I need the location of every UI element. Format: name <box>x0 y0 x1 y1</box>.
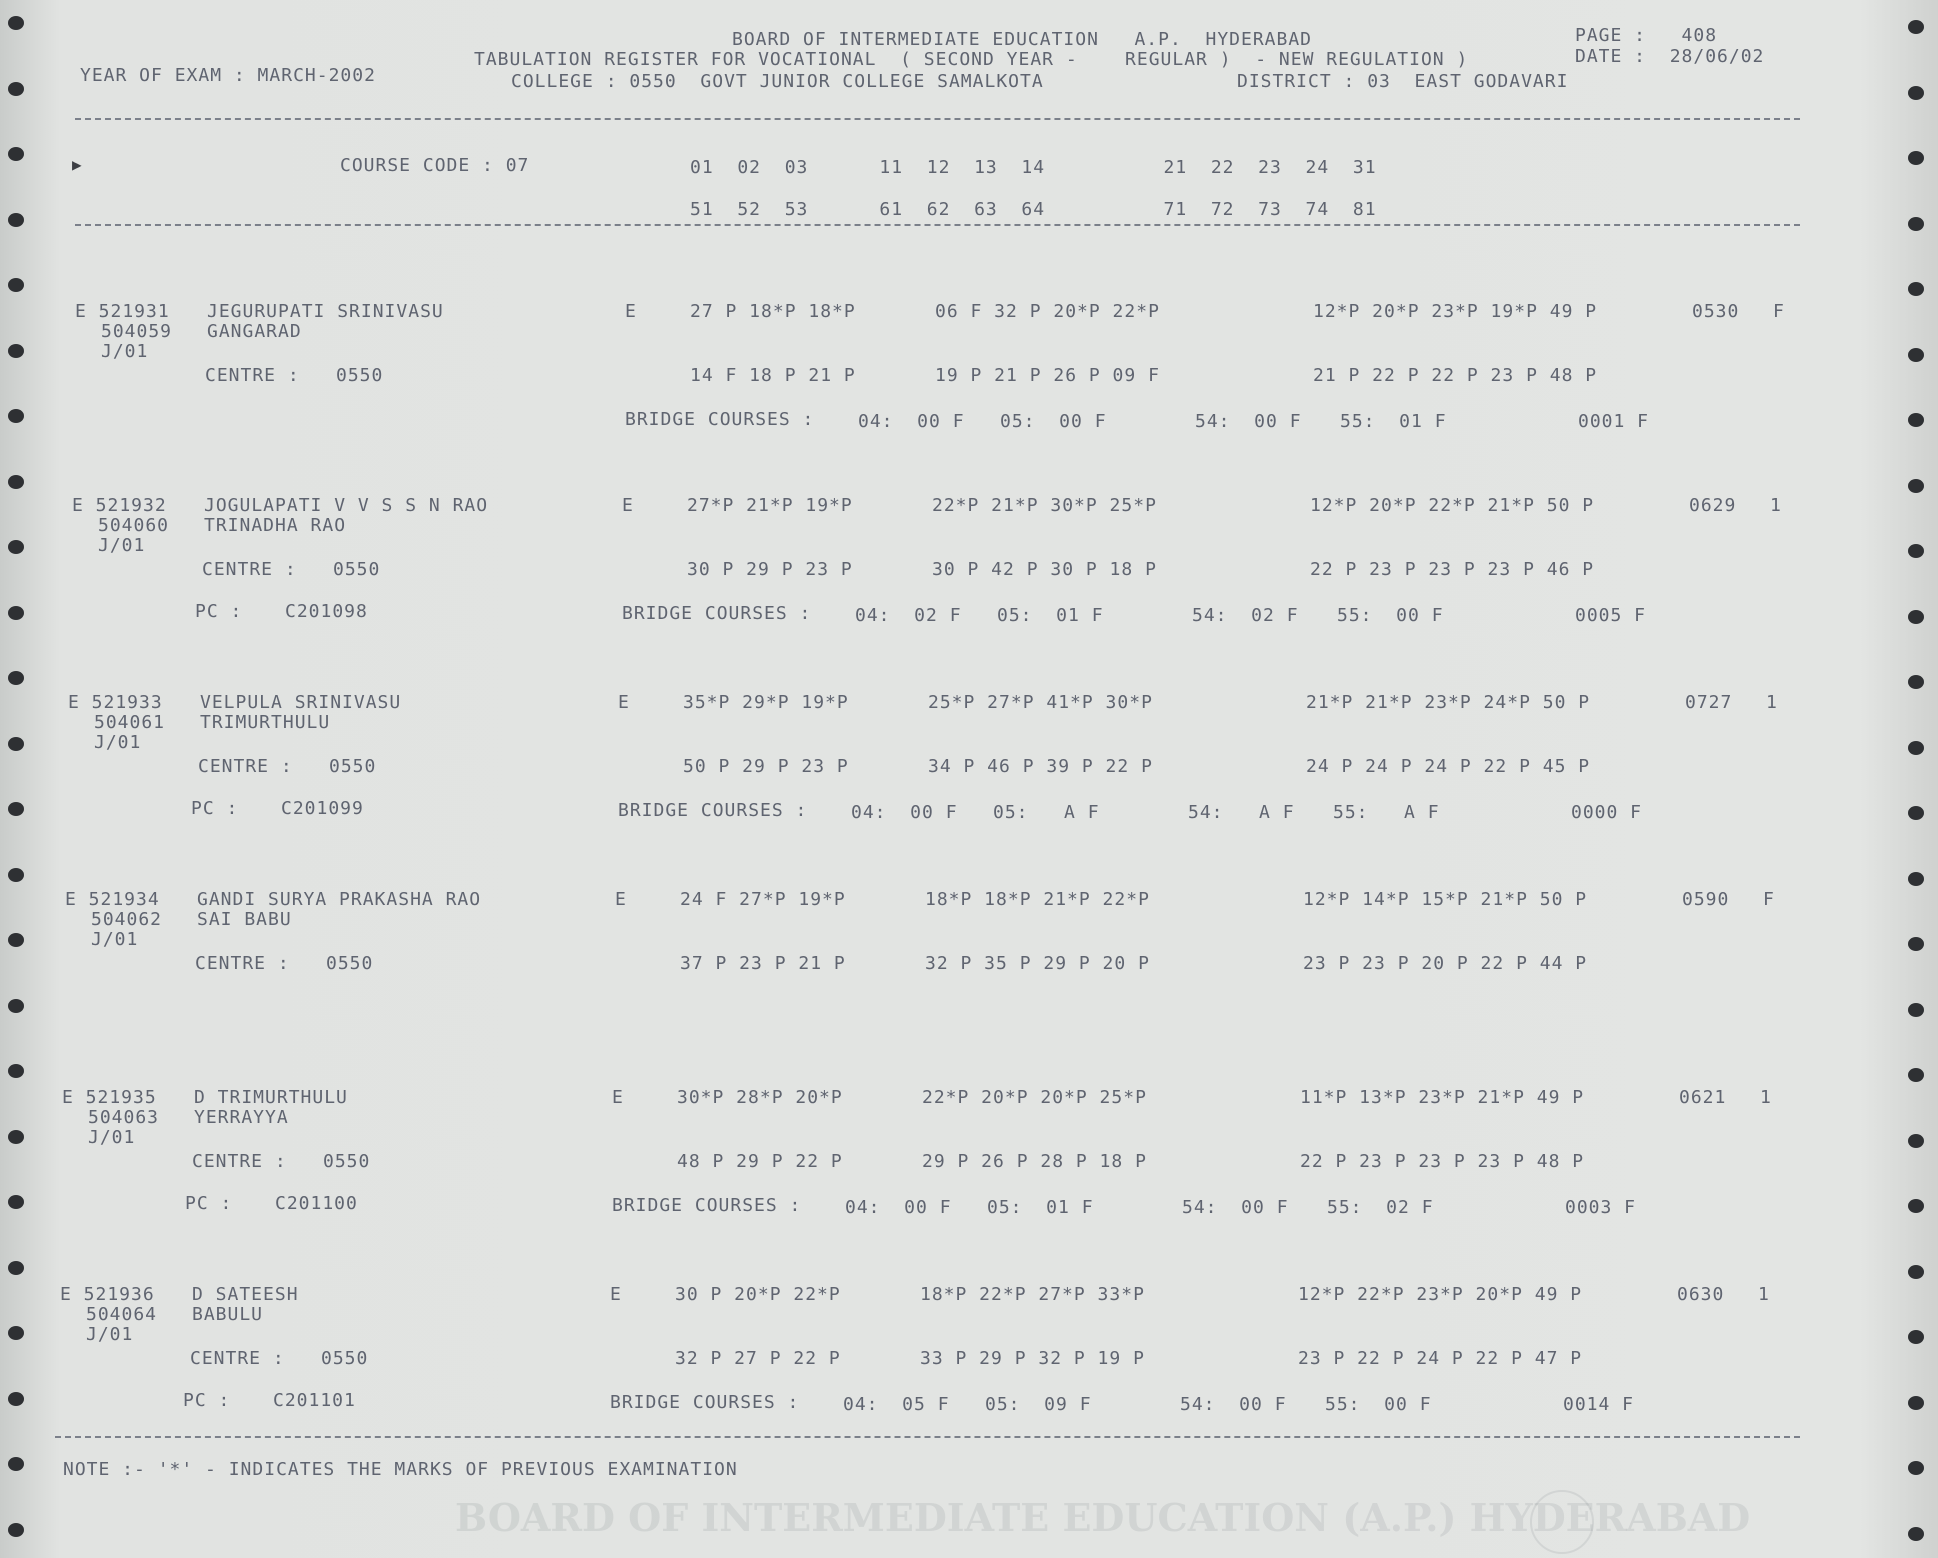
feed-hole <box>1908 348 1924 362</box>
marks-2a: 50 P 29 P 23 P <box>683 756 849 777</box>
header-rule <box>75 118 1800 120</box>
centre-code: 0550 <box>336 365 384 386</box>
feed-hole <box>1908 1265 1924 1279</box>
feed-hole <box>8 147 24 161</box>
student-name: JEGURUPATI SRINIVASU <box>207 301 444 322</box>
bridge-label: BRIDGE COURSES : <box>610 1392 800 1413</box>
centre-label: CENTRE : <box>198 756 293 777</box>
college-line: COLLEGE : 0550 GOVT JUNIOR COLLEGE SAMALKOTA <box>511 71 1044 92</box>
bridge-55: 55: 02 F <box>1327 1197 1434 1218</box>
marks-1a: 30*P 28*P 20*P <box>677 1087 843 1108</box>
student-name: D TRIMURTHULU <box>194 1087 348 1108</box>
bridge-54: 54: 00 F <box>1195 411 1302 432</box>
arrow-marker-icon: ▶ <box>72 155 83 174</box>
pc-number: C201100 <box>275 1193 358 1214</box>
registration-number: 504062 <box>91 909 163 930</box>
centre-label: CENTRE : <box>190 1348 285 1369</box>
feed-hole <box>1908 479 1924 493</box>
feed-hole <box>1908 1134 1924 1148</box>
register-title: TABULATION REGISTER FOR VOCATIONAL ( SECOND YEAR - REGULAR ) - NEW REGULATION ) <box>474 49 1469 70</box>
marks-1c: 12*P 20*P 22*P 21*P 50 P <box>1310 495 1595 516</box>
group-code: J/01 <box>88 1127 136 1148</box>
bridge-total: 0000 F <box>1571 802 1643 823</box>
marks-2c: 24 P 24 P 24 P 22 P 45 P <box>1306 756 1591 777</box>
result: 1 <box>1766 692 1778 713</box>
feed-hole <box>8 475 24 489</box>
bridge-label: BRIDGE COURSES : <box>625 409 815 430</box>
father-name: SAI BABU <box>197 909 292 930</box>
marks-2b: 34 P 46 P 39 P 22 P <box>928 756 1153 777</box>
marks-2b: 32 P 35 P 29 P 20 P <box>925 953 1150 974</box>
roll-number: E 521935 <box>62 1087 157 1108</box>
centre-code: 0550 <box>321 1348 369 1369</box>
bleed-through-text: BOARD OF INTERMEDIATE EDUCATION (A.P.) HYDERABAD <box>455 1495 1751 1540</box>
feed-hole <box>8 1457 24 1471</box>
feed-hole <box>8 16 24 30</box>
marks-1a: 35*P 29*P 19*P <box>683 692 849 713</box>
note: NOTE :- '*' - INDICATES THE MARKS OF PREVIOUS EXAMINATION <box>63 1459 738 1480</box>
marks-2a: 14 F 18 P 21 P <box>690 365 856 386</box>
roll-number: E 521936 <box>60 1284 155 1305</box>
marks-1a: 27 P 18*P 18*P <box>690 301 856 322</box>
feed-hole <box>1908 544 1924 558</box>
pc-label: PC : <box>183 1390 231 1411</box>
bridge-05: 05: 01 F <box>997 605 1104 626</box>
marks-1a: 27*P 21*P 19*P <box>687 495 853 516</box>
feed-hole <box>8 1326 24 1340</box>
group-code: J/01 <box>94 732 142 753</box>
feed-hole <box>1908 741 1924 755</box>
feed-hole <box>8 1064 24 1078</box>
marks-1a: 30 P 20*P 22*P <box>675 1284 841 1305</box>
feed-hole <box>1908 1527 1924 1541</box>
feed-hole <box>1908 86 1924 100</box>
subject-codes-row1: 01 02 03 11 12 13 14 21 22 23 24 31 <box>690 157 1377 178</box>
roll-number: E 521933 <box>68 692 163 713</box>
result: 1 <box>1760 1087 1772 1108</box>
marks-2c: 22 P 23 P 23 P 23 P 46 P <box>1310 559 1595 580</box>
exam-code: E <box>610 1284 622 1305</box>
feed-hole <box>1908 1068 1924 1082</box>
feed-hole <box>8 82 24 96</box>
bridge-55: 55: 00 F <box>1337 605 1444 626</box>
marks-1b: 22*P 20*P 20*P 25*P <box>922 1087 1147 1108</box>
bridge-total: 0001 F <box>1578 411 1650 432</box>
bridge-05: 05: 00 F <box>1000 411 1107 432</box>
father-name: YERRAYYA <box>194 1107 289 1128</box>
bridge-04: 04: 05 F <box>843 1394 950 1415</box>
feed-hole <box>1908 806 1924 820</box>
total-marks: 0530 <box>1692 301 1740 322</box>
father-name: TRINADHA RAO <box>204 515 347 536</box>
registration-number: 504064 <box>86 1304 158 1325</box>
marks-2a: 32 P 27 P 22 P <box>675 1348 841 1369</box>
bridge-label: BRIDGE COURSES : <box>612 1195 802 1216</box>
marks-1c: 11*P 13*P 23*P 21*P 49 P <box>1300 1087 1585 1108</box>
feed-hole <box>8 868 24 882</box>
marks-1b: 18*P 22*P 27*P 33*P <box>920 1284 1145 1305</box>
centre-label: CENTRE : <box>195 953 290 974</box>
feed-hole <box>8 933 24 947</box>
pc-number: C201099 <box>281 798 364 819</box>
pc-number: C201101 <box>273 1390 356 1411</box>
column-header-rule <box>75 224 1800 226</box>
marks-1b: 25*P 27*P 41*P 30*P <box>928 692 1153 713</box>
bridge-55: 55: 01 F <box>1340 411 1447 432</box>
bridge-04: 04: 00 F <box>845 1197 952 1218</box>
result: 1 <box>1758 1284 1770 1305</box>
registration-number: 504061 <box>94 712 166 733</box>
total-marks: 0630 <box>1677 1284 1725 1305</box>
bridge-total: 0005 F <box>1575 605 1647 626</box>
centre-label: CENTRE : <box>202 559 297 580</box>
pc-number: C201098 <box>285 601 368 622</box>
centre-code: 0550 <box>329 756 377 777</box>
exam-code: E <box>618 692 630 713</box>
marks-2b: 30 P 42 P 30 P 18 P <box>932 559 1157 580</box>
feed-hole <box>8 737 24 751</box>
result: F <box>1763 889 1775 910</box>
bridge-label: BRIDGE COURSES : <box>618 800 808 821</box>
bridge-total: 0014 F <box>1563 1394 1635 1415</box>
student-name: D SATEESH <box>192 1284 299 1305</box>
bridge-55: 55: A F <box>1333 802 1440 823</box>
marks-2c: 23 P 23 P 20 P 22 P 44 P <box>1303 953 1588 974</box>
feed-hole <box>1908 675 1924 689</box>
pc-label: PC : <box>195 601 243 622</box>
feed-hole <box>1908 217 1924 231</box>
bridge-54: 54: 00 F <box>1180 1394 1287 1415</box>
father-name: GANGARAD <box>207 321 302 342</box>
bridge-total: 0003 F <box>1565 1197 1637 1218</box>
feed-hole <box>1908 872 1924 886</box>
print-date: DATE : 28/06/02 <box>1575 46 1765 67</box>
bridge-label: BRIDGE COURSES : <box>622 603 812 624</box>
feed-hole <box>8 1261 24 1275</box>
bridge-04: 04: 00 F <box>851 802 958 823</box>
registration-number: 504059 <box>101 321 173 342</box>
student-name: JOGULAPATI V V S S N RAO <box>204 495 489 516</box>
feed-hole <box>8 606 24 620</box>
feed-hole <box>1908 282 1924 296</box>
marks-2c: 23 P 22 P 24 P 22 P 47 P <box>1298 1348 1583 1369</box>
roll-number: E 521934 <box>65 889 160 910</box>
bridge-54: 54: 00 F <box>1182 1197 1289 1218</box>
marks-1b: 18*P 18*P 21*P 22*P <box>925 889 1150 910</box>
total-marks: 0727 <box>1685 692 1733 713</box>
feed-hole <box>1908 20 1924 34</box>
feed-hole <box>8 999 24 1013</box>
centre-label: CENTRE : <box>192 1151 287 1172</box>
result: F <box>1773 301 1785 322</box>
bridge-04: 04: 02 F <box>855 605 962 626</box>
pc-label: PC : <box>191 798 239 819</box>
feed-hole <box>8 802 24 816</box>
marks-2a: 48 P 29 P 22 P <box>677 1151 843 1172</box>
centre-code: 0550 <box>323 1151 371 1172</box>
centre-code: 0550 <box>326 953 374 974</box>
student-name: VELPULA SRINIVASU <box>200 692 402 713</box>
father-name: TRIMURTHULU <box>200 712 331 733</box>
feed-hole <box>1908 1461 1924 1475</box>
feed-hole <box>8 1130 24 1144</box>
feed-hole <box>1908 151 1924 165</box>
marks-1c: 12*P 22*P 23*P 20*P 49 P <box>1298 1284 1583 1305</box>
marks-1c: 12*P 14*P 15*P 21*P 50 P <box>1303 889 1588 910</box>
bridge-05: 05: 01 F <box>987 1197 1094 1218</box>
course-code: COURSE CODE : 07 <box>340 155 530 176</box>
page-number: PAGE : 408 <box>1575 25 1718 46</box>
centre-code: 0550 <box>333 559 381 580</box>
marks-2a: 30 P 29 P 23 P <box>687 559 853 580</box>
exam-code: E <box>612 1087 624 1108</box>
marks-1b: 06 F 32 P 20*P 22*P <box>935 301 1160 322</box>
roll-number: E 521931 <box>75 301 170 322</box>
group-code: J/01 <box>86 1324 134 1345</box>
feed-hole <box>1908 1199 1924 1213</box>
marks-2c: 22 P 23 P 23 P 23 P 48 P <box>1300 1151 1585 1172</box>
exam-code: E <box>615 889 627 910</box>
marks-2b: 29 P 26 P 28 P 18 P <box>922 1151 1147 1172</box>
marks-1c: 12*P 20*P 23*P 19*P 49 P <box>1313 301 1598 322</box>
marks-2b: 33 P 29 P 32 P 19 P <box>920 1348 1145 1369</box>
total-marks: 0629 <box>1689 495 1737 516</box>
feed-hole <box>8 409 24 423</box>
bridge-54: 54: 02 F <box>1192 605 1299 626</box>
exam-code: E <box>622 495 634 516</box>
feed-hole <box>8 1523 24 1537</box>
registration-number: 504063 <box>88 1107 160 1128</box>
feed-hole <box>1908 413 1924 427</box>
student-name: GANDI SURYA PRAKASHA RAO <box>197 889 482 910</box>
result: 1 <box>1770 495 1782 516</box>
feed-hole <box>1908 1396 1924 1410</box>
roll-number: E 521932 <box>72 495 167 516</box>
pc-label: PC : <box>185 1193 233 1214</box>
bridge-05: 05: A F <box>993 802 1100 823</box>
registration-number: 504060 <box>98 515 170 536</box>
bridge-04: 04: 00 F <box>858 411 965 432</box>
feed-hole <box>8 1195 24 1209</box>
board-title: BOARD OF INTERMEDIATE EDUCATION A.P. HYDERABAD <box>732 29 1313 50</box>
total-marks: 0590 <box>1682 889 1730 910</box>
footer-rule <box>55 1436 1800 1438</box>
district-line: DISTRICT : 03 EAST GODAVARI <box>1237 71 1569 92</box>
feed-hole <box>1908 1003 1924 1017</box>
centre-label: CENTRE : <box>205 365 300 386</box>
feed-hole <box>8 671 24 685</box>
group-code: J/01 <box>101 341 149 362</box>
bridge-55: 55: 00 F <box>1325 1394 1432 1415</box>
marks-1b: 22*P 21*P 30*P 25*P <box>932 495 1157 516</box>
feed-hole <box>8 344 24 358</box>
exam-code: E <box>625 301 637 322</box>
feed-hole <box>1908 610 1924 624</box>
year-of-exam: YEAR OF EXAM : MARCH-2002 <box>80 65 376 86</box>
feed-hole <box>8 278 24 292</box>
bridge-05: 05: 09 F <box>985 1394 1092 1415</box>
subject-codes-row2: 51 52 53 61 62 63 64 71 72 73 74 81 <box>690 199 1377 220</box>
marks-1a: 24 F 27*P 19*P <box>680 889 846 910</box>
marks-1c: 21*P 21*P 23*P 24*P 50 P <box>1306 692 1591 713</box>
bridge-54: 54: A F <box>1188 802 1295 823</box>
group-code: J/01 <box>91 929 139 950</box>
feed-hole <box>8 540 24 554</box>
feed-hole <box>1908 1330 1924 1344</box>
feed-hole <box>8 1392 24 1406</box>
group-code: J/01 <box>98 535 146 556</box>
marks-2b: 19 P 21 P 26 P 09 F <box>935 365 1160 386</box>
marks-2c: 21 P 22 P 22 P 23 P 48 P <box>1313 365 1598 386</box>
feed-hole <box>8 213 24 227</box>
father-name: BABULU <box>192 1304 264 1325</box>
marks-2a: 37 P 23 P 21 P <box>680 953 846 974</box>
total-marks: 0621 <box>1679 1087 1727 1108</box>
feed-hole <box>1908 937 1924 951</box>
bleed-through-seal <box>1530 1490 1594 1554</box>
